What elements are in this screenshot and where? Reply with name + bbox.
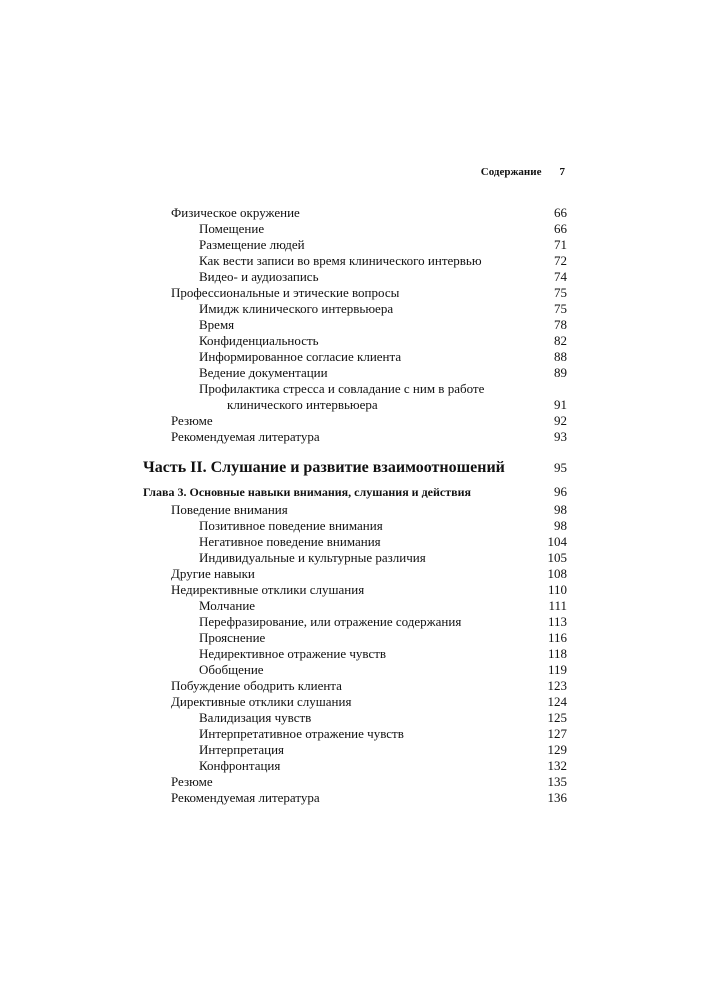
page-number: 7 xyxy=(559,166,565,178)
toc-entry xyxy=(143,301,567,317)
toc-entry-page: 89 xyxy=(554,365,567,380)
toc-entry-title: Побуждение ободрить клиента xyxy=(171,678,342,693)
toc-entry-page: 125 xyxy=(547,710,567,725)
toc-entry-page: 110 xyxy=(547,582,567,597)
toc-entry xyxy=(143,630,567,646)
toc-entry xyxy=(143,614,567,630)
toc-entry-page: 74 xyxy=(554,269,567,284)
toc-entry xyxy=(143,758,567,774)
toc-entry xyxy=(143,333,567,349)
toc-entry-title: Директивные отклики слушания xyxy=(171,694,352,709)
toc-entry-page: 105 xyxy=(547,550,567,565)
toc-entry xyxy=(143,678,567,694)
toc-chapter-heading xyxy=(143,484,567,500)
toc-entry xyxy=(143,518,567,534)
toc-entry xyxy=(143,429,567,445)
toc-entry-title: Размещение людей xyxy=(199,237,305,252)
toc-entry xyxy=(143,790,567,806)
toc-entry xyxy=(143,598,567,614)
toc-entry-title: Другие навыки xyxy=(171,566,255,581)
toc-entry-title: Рекомендуемая литература xyxy=(171,790,320,805)
toc-entry-page: 113 xyxy=(547,614,567,629)
toc-entry-page: 136 xyxy=(547,790,567,805)
toc-entry-page: 135 xyxy=(547,774,567,789)
toc-entry xyxy=(143,285,567,301)
toc-entry xyxy=(143,221,567,237)
toc-entry-page: 119 xyxy=(547,662,567,677)
toc-entry-page: 118 xyxy=(547,646,567,661)
toc-entry xyxy=(143,742,567,758)
toc-section-chapter-3 xyxy=(143,502,567,806)
chapter-title: Глава 3. Основные навыки внимания, слушания и действия xyxy=(143,485,472,499)
toc-entry xyxy=(143,646,567,662)
toc-entry-page: 75 xyxy=(554,301,567,316)
running-head xyxy=(481,166,565,178)
toc-entry xyxy=(143,534,567,550)
toc-entry xyxy=(143,710,567,726)
toc-entry xyxy=(143,317,567,333)
toc-entry-title: Имидж клинического интервьюера xyxy=(199,301,394,316)
toc-entry xyxy=(143,694,567,710)
toc-entry xyxy=(143,413,567,429)
toc-entry-title: Помещение xyxy=(199,221,265,236)
toc-section-summary-1 xyxy=(143,413,567,445)
toc-section-physical-and-ethical xyxy=(143,205,567,381)
part-page: 95 xyxy=(554,460,567,475)
toc-entry-title: Обобщение xyxy=(199,662,264,677)
toc-entry xyxy=(143,774,567,790)
toc-entry-title: Видео- и аудиозапись xyxy=(199,269,319,284)
toc-entry-title: Позитивное поведение внимания xyxy=(199,518,383,533)
toc-entry-title: Время xyxy=(199,317,235,332)
toc-entry-title: Недирективные отклики слушания xyxy=(171,582,365,597)
toc-entry-title: Интерпретация xyxy=(199,742,285,757)
toc-entry-title: Недирективное отражение чувств xyxy=(199,646,387,661)
toc-entry-page: 127 xyxy=(547,726,567,741)
toc-entry-title: Физическое окружение xyxy=(171,205,300,220)
toc-entry-page: 98 xyxy=(554,518,567,533)
toc-entry-page: 75 xyxy=(554,285,567,300)
toc-entry xyxy=(143,253,567,269)
toc-entry-page: 66 xyxy=(554,205,567,220)
toc-entry-title: Как вести записи во время клинического интервью xyxy=(199,253,482,268)
toc-part-heading xyxy=(143,458,567,478)
toc-entry xyxy=(143,662,567,678)
toc-entry xyxy=(143,269,567,285)
toc-entry xyxy=(143,550,567,566)
toc-entry-page: 104 xyxy=(547,534,567,549)
toc-entry-title: Конфронтация xyxy=(199,758,281,773)
toc-entry xyxy=(143,237,567,253)
toc-entry-page: 116 xyxy=(547,630,567,645)
chapter-page: 96 xyxy=(554,484,567,499)
toc-entry-page: 78 xyxy=(554,317,567,332)
table-of-contents xyxy=(143,205,567,806)
running-head-title: Содержание xyxy=(480,166,542,178)
toc-entry xyxy=(143,365,567,381)
toc-entry-page: 91 xyxy=(554,397,567,412)
toc-entry-title: Ведение документации xyxy=(199,365,328,380)
toc-entry-page: 132 xyxy=(547,758,567,773)
part-title: Часть II. Слушание и развитие взаимоотношений xyxy=(143,459,505,476)
toc-entry-stress-prevention xyxy=(143,381,567,413)
toc-entry xyxy=(143,566,567,582)
toc-entry-page: 82 xyxy=(554,333,567,348)
toc-entry-page: 72 xyxy=(554,253,567,268)
toc-entry-title: Перефразирование, или отражение содержания xyxy=(199,614,462,629)
toc-entry-title-line1: Профилактика стресса и совладание с ним в работе xyxy=(199,381,485,396)
toc-entry-page: 98 xyxy=(554,502,567,517)
toc-entry xyxy=(143,205,567,221)
toc-entry xyxy=(143,726,567,742)
toc-entry-title: Резюме xyxy=(171,413,213,428)
toc-entry-title: Валидизация чувств xyxy=(199,710,312,725)
toc-entry-title: Информированное согласие клиента xyxy=(199,349,402,364)
toc-entry-title: Рекомендуемая литература xyxy=(171,429,320,444)
toc-entry-title: Прояснение xyxy=(199,630,266,645)
toc-entry xyxy=(143,502,567,518)
toc-entry-page: 71 xyxy=(554,237,567,252)
toc-entry-page: 111 xyxy=(548,598,567,613)
toc-entry-page: 93 xyxy=(554,429,567,444)
toc-entry-title: Интерпретативное отражение чувств xyxy=(199,726,404,741)
toc-entry-title: Молчание xyxy=(199,598,256,613)
toc-entry xyxy=(143,582,567,598)
toc-entry-title: Профессиональные и этические вопросы xyxy=(171,285,400,300)
toc-entry-page: 124 xyxy=(547,694,567,709)
toc-entry xyxy=(143,349,567,365)
toc-entry-page: 129 xyxy=(547,742,567,757)
toc-entry-page: 108 xyxy=(547,566,567,581)
toc-entry-page: 123 xyxy=(547,678,567,693)
toc-entry-title-line2: клинического интервьюера xyxy=(227,397,378,412)
toc-entry-title: Конфиденциальность xyxy=(199,333,319,348)
toc-entry-title: Резюме xyxy=(171,774,213,789)
toc-entry-title: Индивидуальные и культурные различия xyxy=(199,550,426,565)
toc-entry-page: 88 xyxy=(554,349,567,364)
toc-entry-title: Поведение внимания xyxy=(171,502,288,517)
toc-entry-page: 66 xyxy=(554,221,567,236)
toc-entry-title: Негативное поведение внимания xyxy=(199,534,381,549)
toc-entry-page: 92 xyxy=(554,413,567,428)
